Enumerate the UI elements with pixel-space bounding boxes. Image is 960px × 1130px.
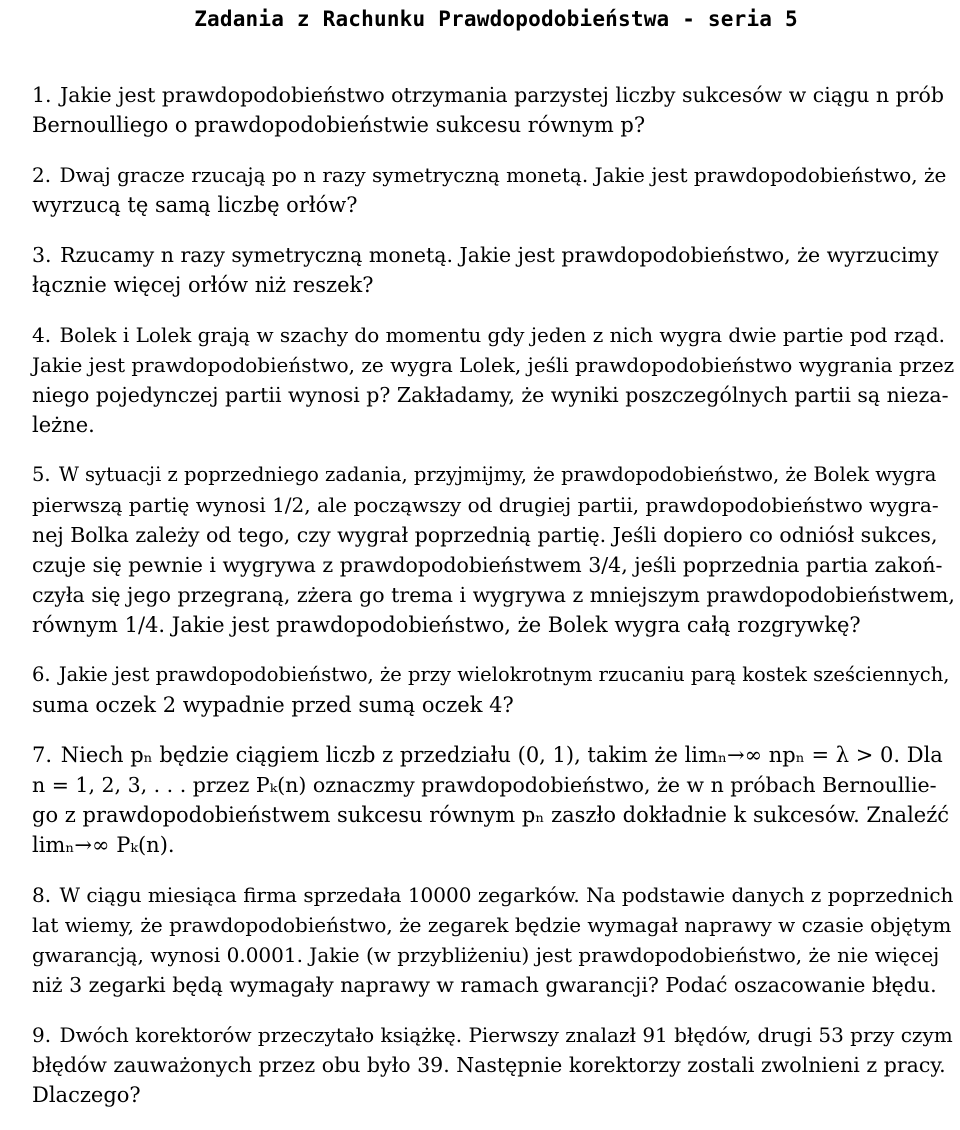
document-page [32, 4, 960, 1130]
problem-4 [32, 320, 957, 440]
problem-5 [32, 460, 957, 640]
problem-line: czyła się jego przegraną, zżera go trema i wygrywa z mniejszym prawdopodobieństwem, [32, 583, 955, 607]
problem-number: 7. [32, 743, 53, 767]
problem-number: 6. [32, 663, 51, 686]
problem-number: 8. [32, 883, 52, 907]
problem-line: nej Bolka zależy od tego, czy wygrał poprzednią partię. Jeśli dopiero co odniósł sukces, [32, 523, 938, 547]
problem-line: 9. Dwóch korektorów przeczytało książkę. Pierwszy znalazł 91 błędów, drugi 53 przy czym [32, 1023, 953, 1047]
problem-line: lat wiemy, że prawdopodobieństwo, że zegarek będzie wymagał naprawy w czasie objętym [32, 913, 952, 937]
problem-7 [32, 740, 957, 860]
problem-line: 3. Rzucamy n razy symetryczną monetą. Jakie jest prawdopodobieństwo, że wyrzucimy [32, 243, 939, 267]
problem-line: łącznie więcej orłów niż reszek? [32, 273, 374, 297]
problem-line: wyrzucą tę samą liczbę orłów? [32, 193, 358, 217]
problem-line: leżne. [32, 413, 95, 437]
problem-line: błędów zauważonych przez obu było 39. Następnie korektorzy zostali zwolnieni z pracy. [32, 1053, 946, 1077]
page-title: Zadania z Rachunku Prawdopodobieństwa - seria 5 [194, 7, 798, 31]
problem-number: 1. [32, 83, 52, 107]
problem-number: 5. [32, 463, 51, 486]
problem-line: równym 1/4. Jakie jest prawdopodobieństwo, że Bolek wygra całą rozgrywkę? [32, 613, 861, 637]
problem-line: n = 1, 2, 3, . . . przez Pₖ(n) oznaczmy prawdopodobieństwo, że w n próbach Bernoullie- [32, 773, 937, 797]
problem-line: czuje się pewnie i wygrywa z prawdopodobieństwem 3/4, jeśli poprzednia partia zakoń- [32, 553, 943, 577]
problem-number: 3. [32, 243, 52, 267]
problem-line: 7. Niech pₙ będzie ciągiem liczb z przedziału (0, 1), takim że limₙ→∞ npₙ = λ > 0. Dla [32, 743, 943, 767]
problem-line: 2. Dwaj gracze rzucają po n razy symetryczną monetą. Jakie jest prawdopodobieństwo, że [32, 163, 947, 187]
problem-line: go z prawdopodobieństwem sukcesu równym pₙ zaszło dokładnie k sukcesów. Znaleźć [32, 803, 950, 827]
problem-line: 8. W ciągu miesiąca firma sprzedała 10000 zegarków. Na podstawie danych z poprzednich [32, 883, 954, 907]
problem-line: Jakie jest prawdopodobieństwo, ze wygra Lolek, jeśli prawdopodobieństwo wygrania przez [32, 353, 955, 377]
problem-2 [32, 160, 957, 220]
problem-line: pierwszą partię wynosi 1/2, ale począwszy od drugiej partii, prawdopodobieństwo wygra- [32, 493, 939, 517]
problem-line: niego pojedynczej partii wynosi p? Zakładamy, że wyniki poszczególnych partii są nieza- [32, 383, 949, 407]
problem-3 [32, 240, 957, 300]
problem-6 [32, 660, 957, 720]
problem-number: 2. [32, 163, 52, 187]
problem-line: suma oczek 2 wypadnie przed sumą oczek 4? [32, 693, 514, 717]
problem-number: 9. [32, 1023, 52, 1047]
problem-line: gwarancją, wynosi 0.0001. Jakie (w przybliżeniu) jest prawdopodobieństwo, że nie więcej [32, 943, 940, 967]
problem-line: 4. Bolek i Lolek grają w szachy do momentu gdy jeden z nich wygra dwie partie pod rząd. [32, 323, 946, 347]
problem-line: Bernoulliego o prawdopodobieństwie sukcesu równym p? [32, 113, 646, 137]
problem-9 [32, 1020, 957, 1110]
problem-line: Dlaczego? [32, 1083, 141, 1107]
problem-1 [32, 80, 957, 140]
problem-8 [32, 880, 957, 1000]
problem-number: 4. [32, 323, 52, 347]
problem-line: 1. Jakie jest prawdopodobieństwo otrzymania parzystej liczby sukcesów w ciągu n prób [32, 83, 944, 107]
problem-line: 5. W sytuacji z poprzedniego zadania, przyjmijmy, że prawdopodobieństwo, że Bolek wygra [32, 463, 937, 486]
problem-line: 6. Jakie jest prawdopodobieństwo, że przy wielokrotnym rzucaniu parą kostek sześciennych, [32, 663, 950, 686]
problem-line: limₙ→∞ Pₖ(n). [32, 833, 175, 857]
problem-line: niż 3 zegarki będą wymagały naprawy w ramach gwarancji? Podać oszacowanie błędu. [32, 973, 937, 997]
